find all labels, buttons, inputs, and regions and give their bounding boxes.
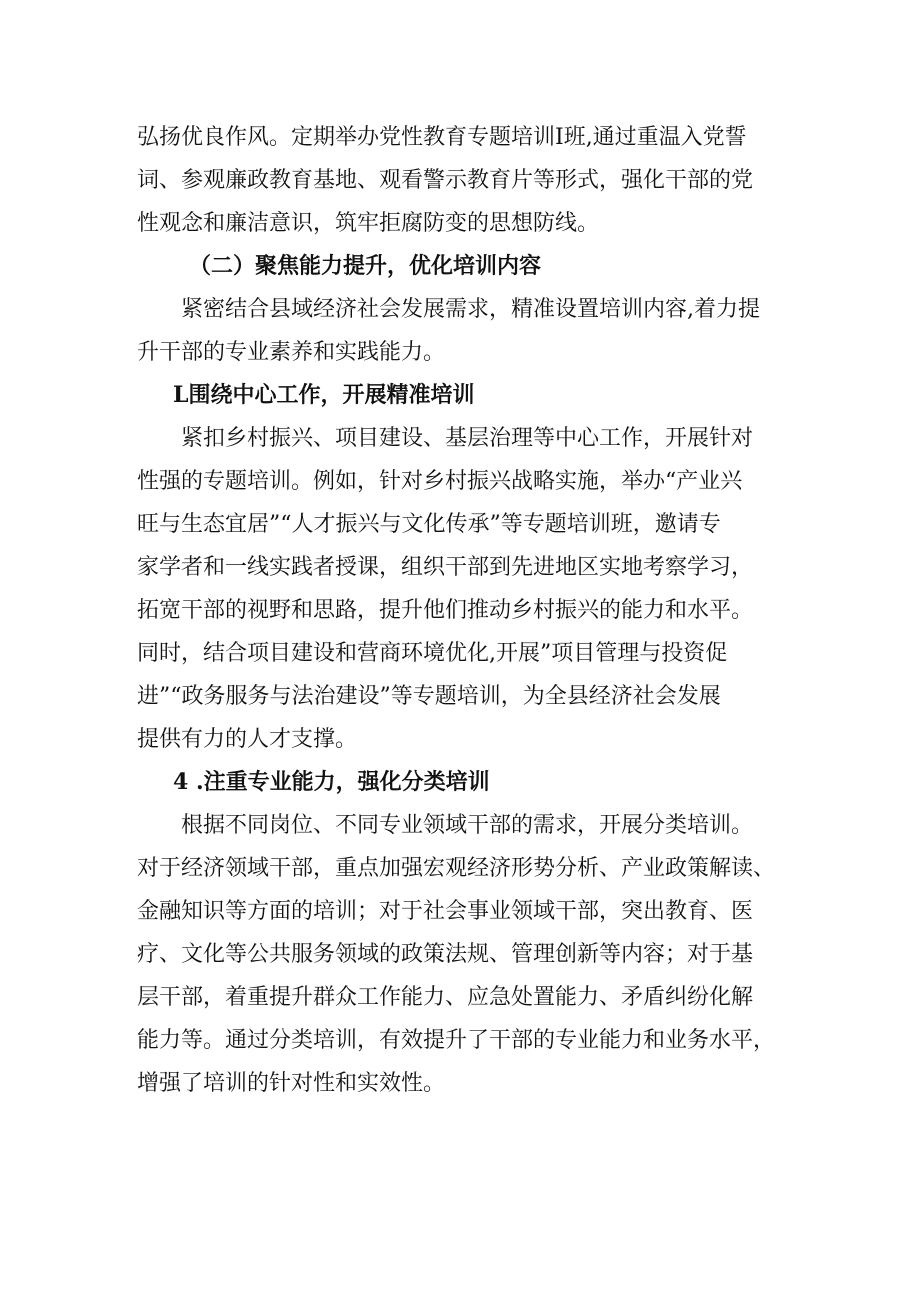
body-line: 根据不同岗位、不同专业领域干部的需求，开展分类培训。 [181,813,754,838]
body-line: 旺与生态宜居”“人才振兴与文化传承”等专题培训班，邀请专 [137,512,721,537]
subsection-heading: L围绕中心工作，开展精准培训 [173,382,475,408]
body-line: 性强的专题培训。例如，针对乡村振兴战略实施，举办“产业兴 [137,469,743,494]
body-line: 对于经济领域干部，重点加强宏观经济形势分析、产业政策解读、 [137,856,776,881]
body-line: 词、参观廉政教育基地、观看警示教育片等形式，强化干部的党 [137,168,754,193]
body-line: 能力等。通过分类培训，有效提升了干部的专业能力和业务水平， [137,1028,776,1053]
section-heading: （二）聚焦能力提升，优化培训内容 [189,253,542,279]
body-line: 拓宽干部的视野和思路，提升他们推动乡村振兴的能力和水平。 [137,598,754,623]
body-line: 性观念和廉洁意识，筑牢拒腐防变的思想防线。 [137,211,600,236]
subsection-heading: 4 .注重专业能力，强化分类培训 [173,769,490,795]
body-line: 紧扣乡村振兴、项目建设、基层治理等中心工作，开展针对 [181,426,754,451]
body-line: 增强了培训的针对性和实效性。 [137,1071,446,1096]
body-line: 进”“政务服务与法治建设”等专题培训，为全县经济社会发展 [137,684,721,709]
body-line: 层干部，着重提升群众工作能力、应急处置能力、矛盾纠纷化解 [137,985,754,1010]
body-line: 升干部的专业素养和实践能力。 [137,340,446,365]
body-line: 疗、文化等公共服务领域的政策法规、管理创新等内容；对于基 [137,942,754,967]
body-line: 家学者和一线实践者授课，组织干部到先进地区实地考察学习， [137,555,754,580]
document-body [137,116,797,1105]
body-line: 紧密结合县域经济社会发展需求，精准设置培训内容,着力提 [181,297,760,322]
body-line: 提供有力的人才支撑。 [137,727,358,752]
body-line: 弘扬优良作风。定期举办党性教育专题培训I班,通过重温入党誓 [137,125,747,150]
body-line: 同时，结合项目建设和营商环境优化,开展”项目管理与投资促 [137,641,728,666]
body-line: 金融知识等方面的培训；对于社会事业领域干部，突出教育、医 [137,899,754,924]
